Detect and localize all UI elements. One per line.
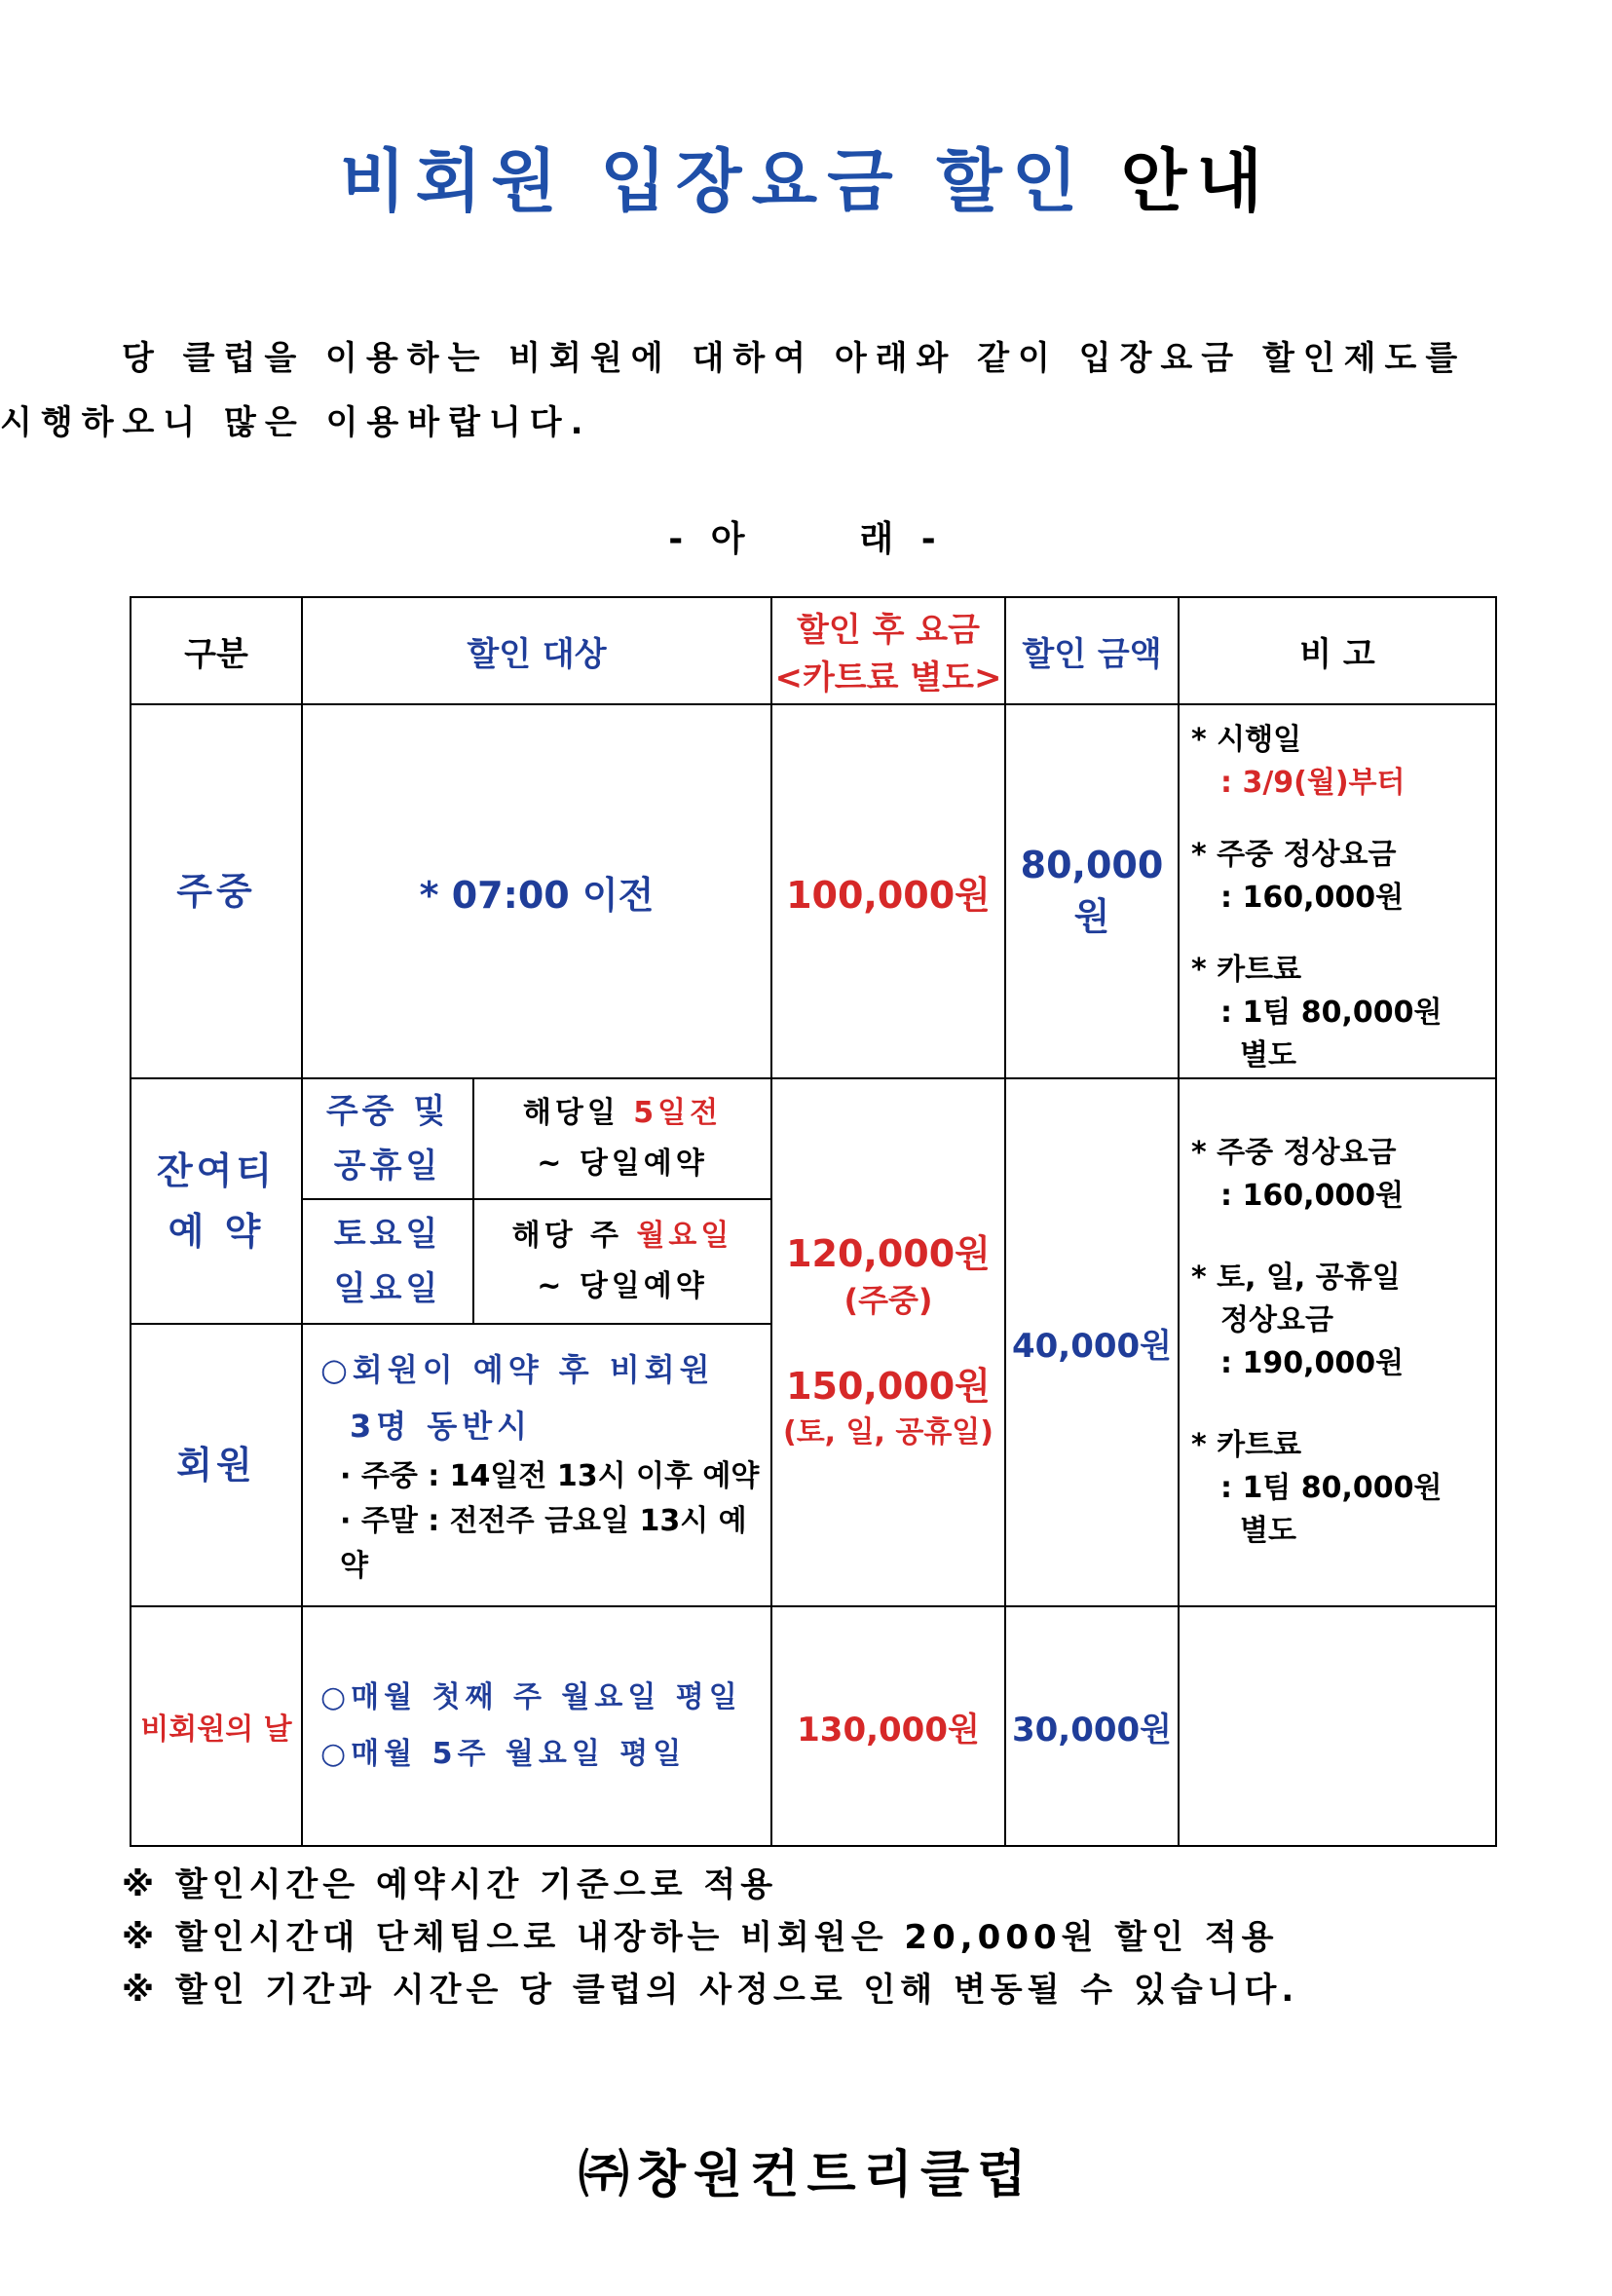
discount-table [130,596,1497,1847]
reservation-prices [771,1078,1005,1606]
member-line-2: 3명 동반시 [350,1408,533,1445]
note-weekend-label-2: 정상요금 [1220,1303,1333,1337]
section-heading-right: 래 - [859,519,944,559]
member-line-3: · 주중 : 14일전 13시 이후 예약 [340,1459,760,1493]
weekday-category: 주중 [131,704,302,1078]
footnote-2: ※ 할인시간대 단체팀으로 내장하는 비회원은 20,000원 할인 적용 [122,1918,1279,1957]
note-cart-value: : 1팀 80,000원 [1220,996,1443,1030]
header-price [771,597,1005,704]
note-weekday-fee-label: * 주중 정상요금 [1191,838,1397,872]
intro-line-1: 당 클럽을 이용하는 비회원에 대하여 아래와 같이 입장요금 할인제도를 [122,339,1467,378]
reservation-weekday-label-line1: 주중 및 [325,1092,450,1131]
nonmember-day-price: 130,000원 [771,1606,1005,1846]
note-cart-extra-2: 별도 [1240,1514,1296,1548]
reservation-weekend-condition [473,1199,771,1324]
condition-2-line2: ~ 당일예약 [537,1269,708,1303]
intro-paragraph [0,326,1515,455]
reservation-weekend-label [302,1199,473,1324]
condition-2-pre: 해당 주 [511,1219,622,1253]
table-row-weekday [131,704,1496,1078]
note-start-value: : 3/9(월)부터 [1220,766,1406,800]
reservation-category-line1: 잔여티 [156,1149,277,1192]
note-cart-label-2: * 카트료 [1191,1428,1302,1462]
weekday-notes [1179,704,1496,1078]
table-row-nonmember-day [131,1606,1496,1846]
note-cart-label: * 카트료 [1191,953,1302,987]
nonmember-day-category: 비회원의 날 [131,1606,302,1846]
reservation-weekend-label-line2: 일요일 [333,1269,442,1308]
header-note: 비 고 [1179,597,1496,704]
reservation-price-weekend: 150,000원 [786,1365,991,1408]
condition-1-days: 5일전 [633,1096,723,1130]
reservation-discount: 40,000원 [1005,1078,1179,1606]
weekday-target: * 07:00 이전 [302,704,771,1078]
nonmember-day-line-1: ○매월 첫째 주 월요일 평일 [320,1680,742,1714]
page-title [0,127,1612,225]
note-weekday-fee-value: : 160,000원 [1220,881,1405,915]
section-heading [0,511,1612,561]
note-weekend-label: * 토, 일, 공휴일 [1191,1261,1401,1295]
intro-line-2: 시행하오니 많은 이용바랍니다. [0,403,592,442]
footnote-1: ※ 할인시간은 예약시간 기준으로 적용 [122,1865,778,1904]
reservation-category-line2: 예 약 [168,1210,265,1253]
nonmember-day-discount: 30,000원 [1005,1606,1179,1846]
note-cart-value-2: : 1팀 80,000원 [1220,1471,1443,1505]
condition-1-line2: ~ 당일예약 [537,1147,708,1181]
title-main: 비회원 입장요금 할인 [340,141,1088,221]
member-line-1: ○회원이 예약 후 비회원 [320,1351,715,1388]
note-cart-extra: 별도 [1240,1038,1296,1073]
header-price-line1: 할인 후 요금 [797,611,980,650]
club-signature: ㈜창원컨트리클럽 [578,2146,1034,2204]
condition-2-day: 월요일 [636,1219,733,1253]
header-target: 할인 대상 [302,597,771,704]
member-target [302,1324,771,1606]
header-category: 구분 [131,597,302,704]
member-category: 회원 [131,1324,302,1606]
title-suffix: 안내 [1120,141,1272,221]
note-weekend-value: : 190,000원 [1220,1346,1405,1380]
footnotes [122,1859,1505,2016]
reservation-notes [1179,1078,1496,1606]
note-weekday-fee-value-2: : 160,000원 [1220,1179,1405,1213]
nonmember-day-target [302,1606,771,1846]
reservation-price-weekend-note: (토, 일, 공휴일) [782,1415,993,1449]
footnote-3: ※ 할인 기간과 시간은 당 클럽의 사정으로 인해 변동될 수 있습니다. [122,1971,1299,2010]
reservation-price-weekday: 120,000원 [786,1232,991,1275]
weekday-discount: 80,000원 [1005,704,1179,1078]
reservation-category [131,1078,302,1324]
note-weekday-fee-label-2: * 주중 정상요금 [1191,1136,1397,1170]
header-price-line2: <카트료 별도> [774,659,1002,697]
weekday-price: 100,000원 [771,704,1005,1078]
header-discount: 할인 금액 [1005,597,1179,704]
table-row-reservation-1 [131,1078,1496,1199]
reservation-weekday-condition [473,1078,771,1199]
nonmember-day-notes [1179,1606,1496,1846]
nonmember-day-line-2: ○매월 5주 월요일 평일 [320,1737,687,1771]
reservation-weekday-label-line2: 공휴일 [333,1147,442,1186]
reservation-weekend-label-line1: 토요일 [333,1215,442,1254]
condition-1-pre: 해당일 [522,1096,619,1130]
note-start-label: * 시행일 [1191,723,1302,757]
reservation-weekday-label [302,1078,473,1199]
member-line-4: · 주말 : 전전주 금요일 13시 예약 [340,1504,747,1583]
section-heading-left: - 아 [668,519,753,559]
reservation-price-weekday-note: (주중) [843,1282,933,1319]
table-header-row [131,597,1496,704]
